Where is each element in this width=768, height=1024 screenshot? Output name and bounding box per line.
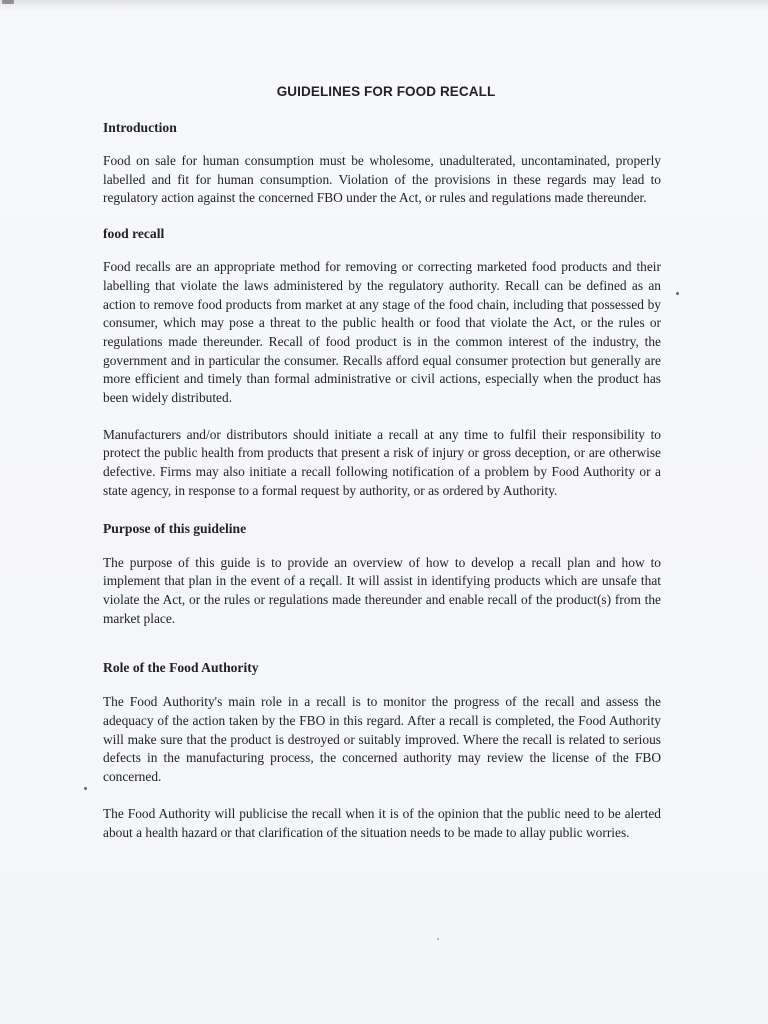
scan-speck	[676, 292, 679, 295]
food-recall-paragraph-1: Food recalls are an appropriate method for removing or correcting marketed food products and their labelling that violate the laws administered by the regulatory authority. Recall can be defined as an action to remove food products from market at any stage of the food chain, including that possessed by consumer, which may pose a threat to the public health or food that violate the Act, or the rules or regulations made thereunder. Recall of food product is in the common interest of the industry, the government and in particular the consumer. Recalls afford equal consumer protection but generally are more efficient and timely than formal administrative or civil actions, especially when the product has been widely distributed.	[103, 259, 661, 406]
section-heading-introduction: Introduction	[103, 120, 177, 135]
document-body	[103, 82, 661, 842]
section-heading-food-recall: food recall	[103, 226, 165, 242]
section-heading-purpose: Purpose of this guideline	[103, 520, 247, 536]
scan-speck	[437, 938, 439, 940]
scan-corner-mark	[2, 0, 14, 4]
scan-shadow	[0, 0, 768, 10]
food-recall-paragraph-2: Manufacturers and/or distributors should initiate a recall at any time to fulfil their responsibility to protect the public health from products that present a risk of injury or gross deception, or are otherwise defective. Firms may also initiate a recall following notification of a problem by Food Authority or a state agency, in response to a formal request by authority, or as ordered by Authority.	[103, 426, 661, 498]
introduction-paragraph: Food on sale for human consumption must be wholesome, unadulterated, uncontaminated, properly labelled and fit for human consumption. Violation of the provisions in these regards may lead to regulatory action against the concerned FBO under the Act, or rules and regulations made thereunder.	[103, 153, 661, 206]
purpose-paragraph: The purpose of this guide is to provide an overview of how to develop a recall plan and how to implement that plan in the event of a recall. It will assist in identifying products which are unsafe that violate the Act, or the rules or regulations made thereunder and enable recall of the product(s) from the market place.	[103, 554, 661, 626]
section-heading-role: Role of the Food Authority	[103, 660, 259, 676]
document-title: GUIDELINES FOR FOOD RECALL	[276, 84, 496, 99]
role-paragraph-1: The Food Authority's main role in a recall is to monitor the progress of the recall and assess the adequacy of the action taken by the FBO in this regard. After a recall is completed, the Food Authority will make sure that the product is destroyed or suitably improved. Where the recall is related to serious defects in the manufacturing process, the concerned authority may review the license of the FBO concerned.	[103, 694, 661, 785]
role-paragraph-2: The Food Authority will publicise the recall when it is of the opinion that the public need to be alerted about a health hazard or that clarification of the situation needs to be made to allay public worries.	[103, 805, 661, 840]
scan-speck	[84, 787, 87, 790]
